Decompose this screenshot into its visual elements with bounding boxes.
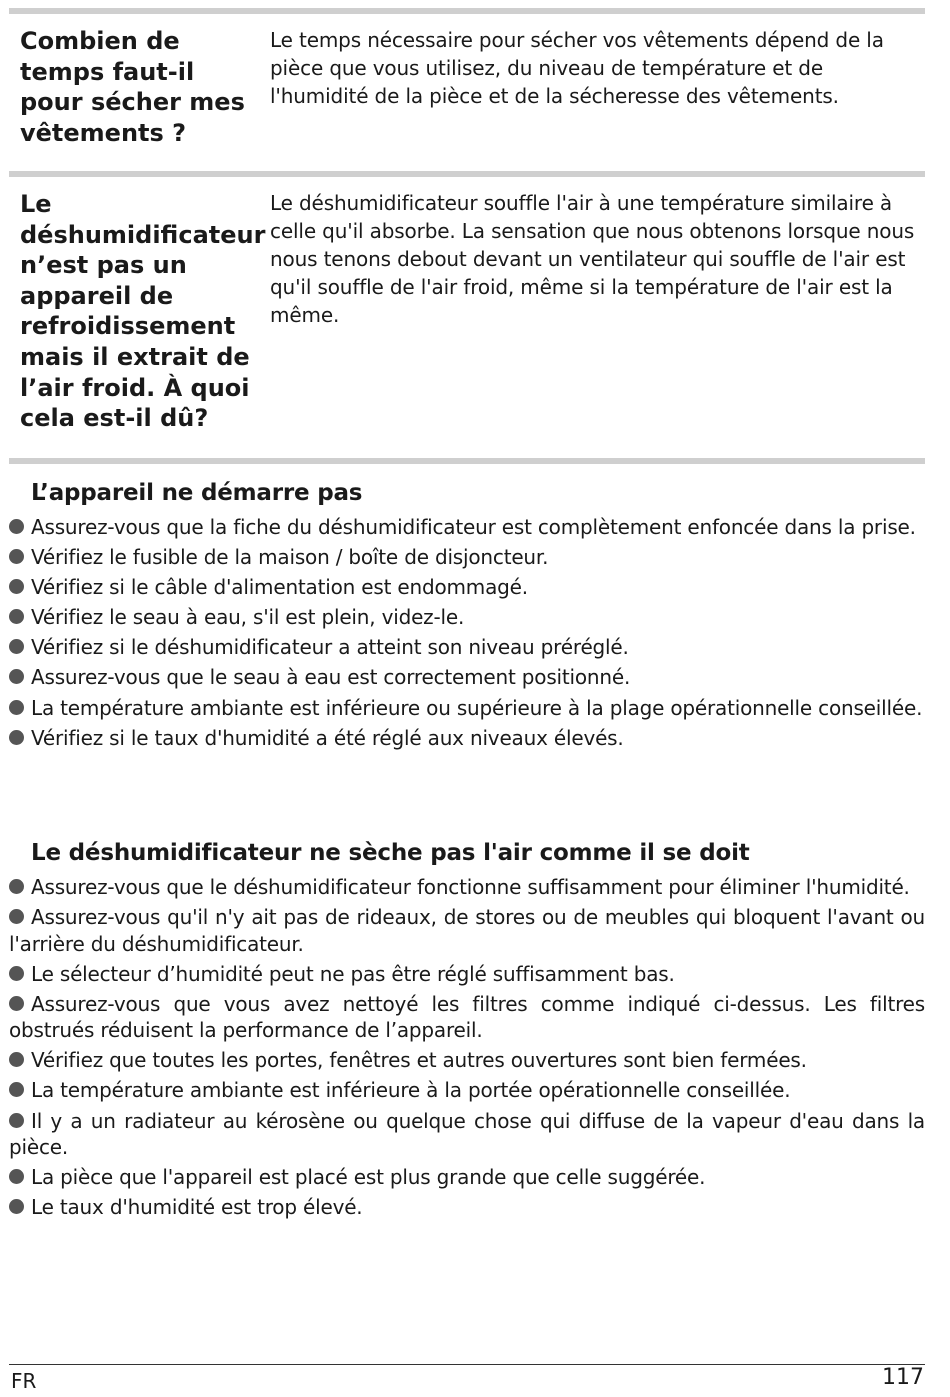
bullet-icon: [9, 909, 24, 924]
list-item: Vérifiez si le taux d'humidité a été réglé aux niveaux élevés.: [9, 725, 925, 752]
list-item: Assurez-vous que le déshumidificateur fonctionne suffisamment pour éliminer l'humidité.: [9, 874, 925, 901]
bullet-icon: [9, 996, 24, 1011]
list-item: Vérifiez le fusible de la maison / boîte de disjoncteur.: [9, 544, 925, 571]
bullet-icon: [9, 730, 24, 745]
bullet-icon: [9, 966, 24, 981]
bullet-icon: [9, 700, 24, 715]
section-appliance-does-not-start: [9, 478, 925, 755]
section-title: L’appareil ne démarre pas: [31, 480, 363, 506]
faq-row: [9, 177, 925, 458]
bullet-icon: [9, 1082, 24, 1097]
faq-answer: Le temps nécessaire pour sécher vos vêtements dépend de la pièce que vous utilisez, du niveau de température et de l'humidité de la pièce et de la sécheresse des vêtements.: [270, 28, 884, 108]
list-item: Vérifiez si le câble d'alimentation est endommagé.: [9, 574, 925, 601]
bullet-icon: [9, 609, 24, 624]
faq-table: [9, 8, 925, 464]
list-item: Assurez-vous que la fiche du déshumidificateur est complètement enfoncée dans la prise.: [9, 514, 925, 541]
footer-language: FR: [11, 1369, 37, 1393]
bullet-icon: [9, 579, 24, 594]
footer-divider: [9, 1364, 925, 1365]
bullet-list: [9, 514, 925, 751]
bullet-list: [9, 874, 925, 1221]
list-item: Vérifiez le seau à eau, s'il est plein, videz-le.: [9, 604, 925, 631]
list-item: Le taux d'humidité est trop élevé.: [9, 1194, 925, 1221]
bullet-icon: [9, 879, 24, 894]
section-does-not-dry-air: [9, 838, 925, 1224]
page-number: 117: [882, 1365, 924, 1390]
list-item: La température ambiante est inférieure à la portée opérationnelle conseillée.: [9, 1077, 925, 1104]
bullet-icon: [9, 1199, 24, 1214]
list-item: Assurez-vous que vous avez nettoyé les filtres comme indiqué ci-dessus. Les filtres obstrués réduisent la performance de l’appareil.: [9, 991, 925, 1043]
list-item: La température ambiante est inférieure ou supérieure à la plage opérationnelle conseillée.: [9, 695, 925, 722]
faq-answer: Le déshumidificateur souffle l'air à une température similaire à celle qu'il absorbe. La sensation que nous obtenons lorsque nous nous tenons debout devant un ventilateur qui souffle de l'air est qu'il souffle de l'air froid, même si la température de l'air est la même.: [270, 191, 915, 327]
list-item: Vérifiez que toutes les portes, fenêtres et autres ouvertures sont bien fermées.: [9, 1047, 925, 1074]
list-item: Le sélecteur d’humidité peut ne pas être réglé suffisamment bas.: [9, 961, 925, 988]
faq-row: [9, 14, 925, 171]
bullet-icon: [9, 669, 24, 684]
bullet-icon: [9, 1169, 24, 1184]
bullet-icon: [9, 639, 24, 654]
faq-question: Combien de temps faut-il pour sécher mes vêtements ?: [20, 27, 245, 147]
bullet-icon: [9, 549, 24, 564]
list-item: La pièce que l'appareil est placé est plus grande que celle suggérée.: [9, 1164, 925, 1191]
bullet-icon: [9, 1052, 24, 1067]
table-rule: [9, 458, 925, 464]
list-item: Vérifiez si le déshumidificateur a atteint son niveau préréglé.: [9, 634, 925, 661]
list-item: Assurez-vous que le seau à eau est correctement positionné.: [9, 664, 925, 691]
bullet-icon: [9, 519, 24, 534]
bullet-icon: [9, 1113, 24, 1128]
section-title: Le déshumidificateur ne sèche pas l'air comme il se doit: [31, 840, 750, 866]
list-item: Assurez-vous qu'il n'y ait pas de rideaux, de stores ou de meubles qui bloquent l'avant ou l'arrière du déshumidificateur.: [9, 905, 925, 956]
faq-question: Le déshumidificateur n’est pas un appareil de refroidissement mais il extrait de l’air froid. À quoi cela est-il dû?: [20, 190, 266, 433]
list-item: Il y a un radiateur au kérosène ou quelque chose qui diffuse de la vapeur d'eau dans la pièce.: [9, 1108, 925, 1160]
